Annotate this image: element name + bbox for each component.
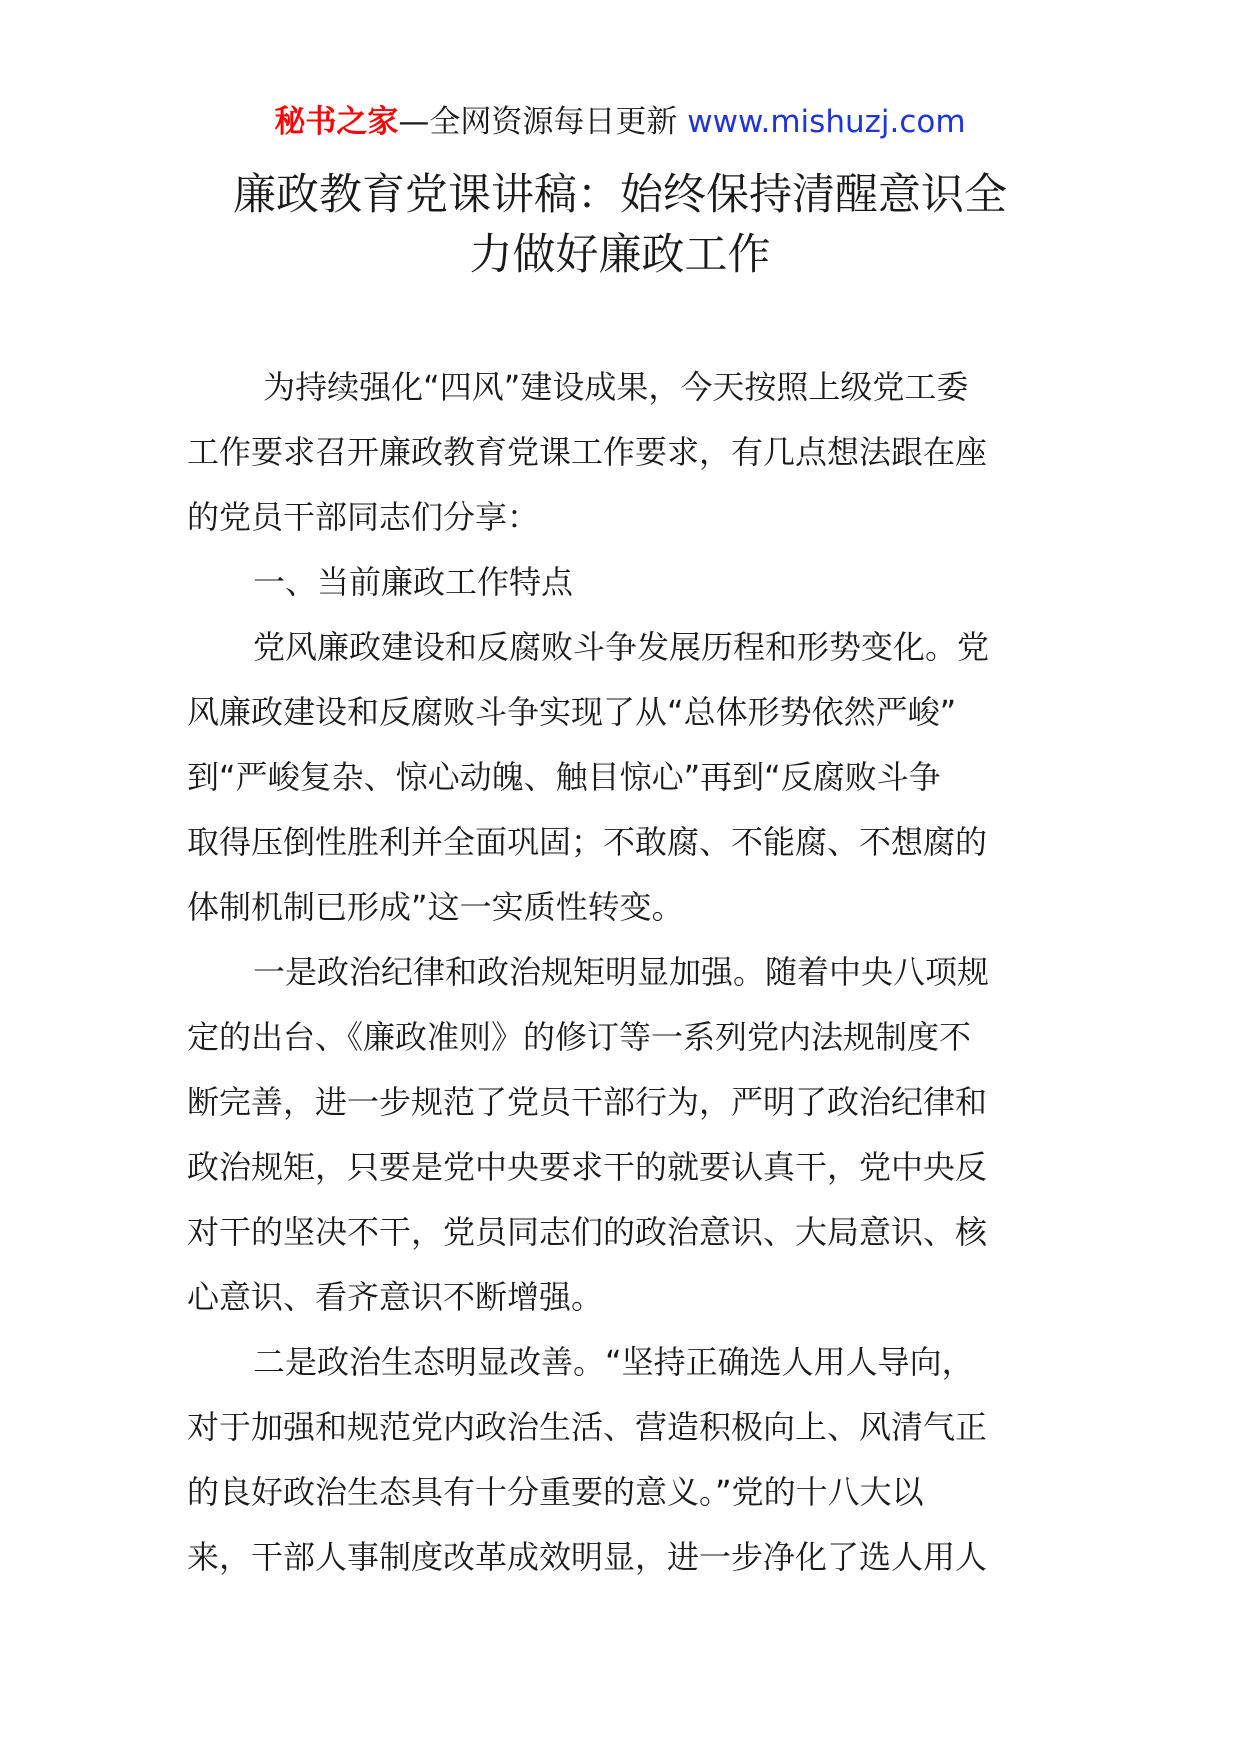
site-url-link[interactable]: www.mishuzj.com — [687, 104, 966, 140]
body-line: 工作要求召开廉政教育党课工作要求，有几点想法跟在座 — [187, 433, 988, 471]
body-line: 为持续强化“四风”建设成果，今天按照上级党工委 — [253, 368, 969, 406]
body-line: 二是政治生态明显改善。“坚持正确选人用人导向， — [253, 1343, 974, 1381]
body-line: 体制机制已形成”这一实质性转变。 — [187, 888, 684, 926]
body-line: 断完善，进一步规范了党员干部行为，严明了政治纪律和 — [187, 1083, 988, 1121]
body-line: 政治规矩，只要是党中央要求干的就要认真干，党中央反 — [187, 1148, 988, 1186]
body-line: 心意识、看齐意识不断增强。 — [187, 1278, 604, 1316]
header-tagline: —全网资源每日更新 — [398, 104, 688, 140]
body-line: 取得压倒性胜利并全面巩固；不敢腐、不能腐、不想腐的 — [187, 823, 988, 861]
body-line: 定的出台、《廉政准则》的修订等一系列党内法规制度不 — [187, 1018, 972, 1056]
body-line: 风廉政建设和反腐败斗争实现了从“总体形势依然严峻” — [187, 693, 957, 731]
body-line: 到“严峻复杂、惊心动魄、触目惊心”再到“反腐败斗争 — [187, 758, 941, 796]
document-title — [150, 165, 1090, 285]
body-line: 来，干部人事制度改革成效明显，进一步净化了选人用人 — [187, 1538, 988, 1576]
title-line-1: 廉政教育党课讲稿：始终保持清醒意识全 — [233, 170, 1007, 220]
body-line: 对于加强和规范党内政治生活、营造积极向上、风清气正 — [187, 1408, 988, 1446]
brand-name: 秘书之家 — [274, 104, 399, 140]
body-line: 对干的坚决不干，党员同志们的政治意识、大局意识、核 — [187, 1213, 988, 1251]
site-header — [0, 102, 1240, 142]
section-heading: 一、当前廉政工作特点 — [253, 563, 574, 601]
body-line: 的良好政治生态具有十分重要的意义。”党的十八大以 — [187, 1473, 924, 1511]
body-line: 一是政治纪律和政治规矩明显加强。随着中央八项规 — [253, 953, 990, 991]
title-line-2: 力做好廉政工作 — [469, 230, 771, 280]
body-line: 党风廉政建设和反腐败斗争发展历程和形势变化。党 — [253, 628, 990, 666]
document-body — [187, 355, 1053, 1590]
body-line: 的党员干部同志们分享： — [187, 498, 540, 536]
